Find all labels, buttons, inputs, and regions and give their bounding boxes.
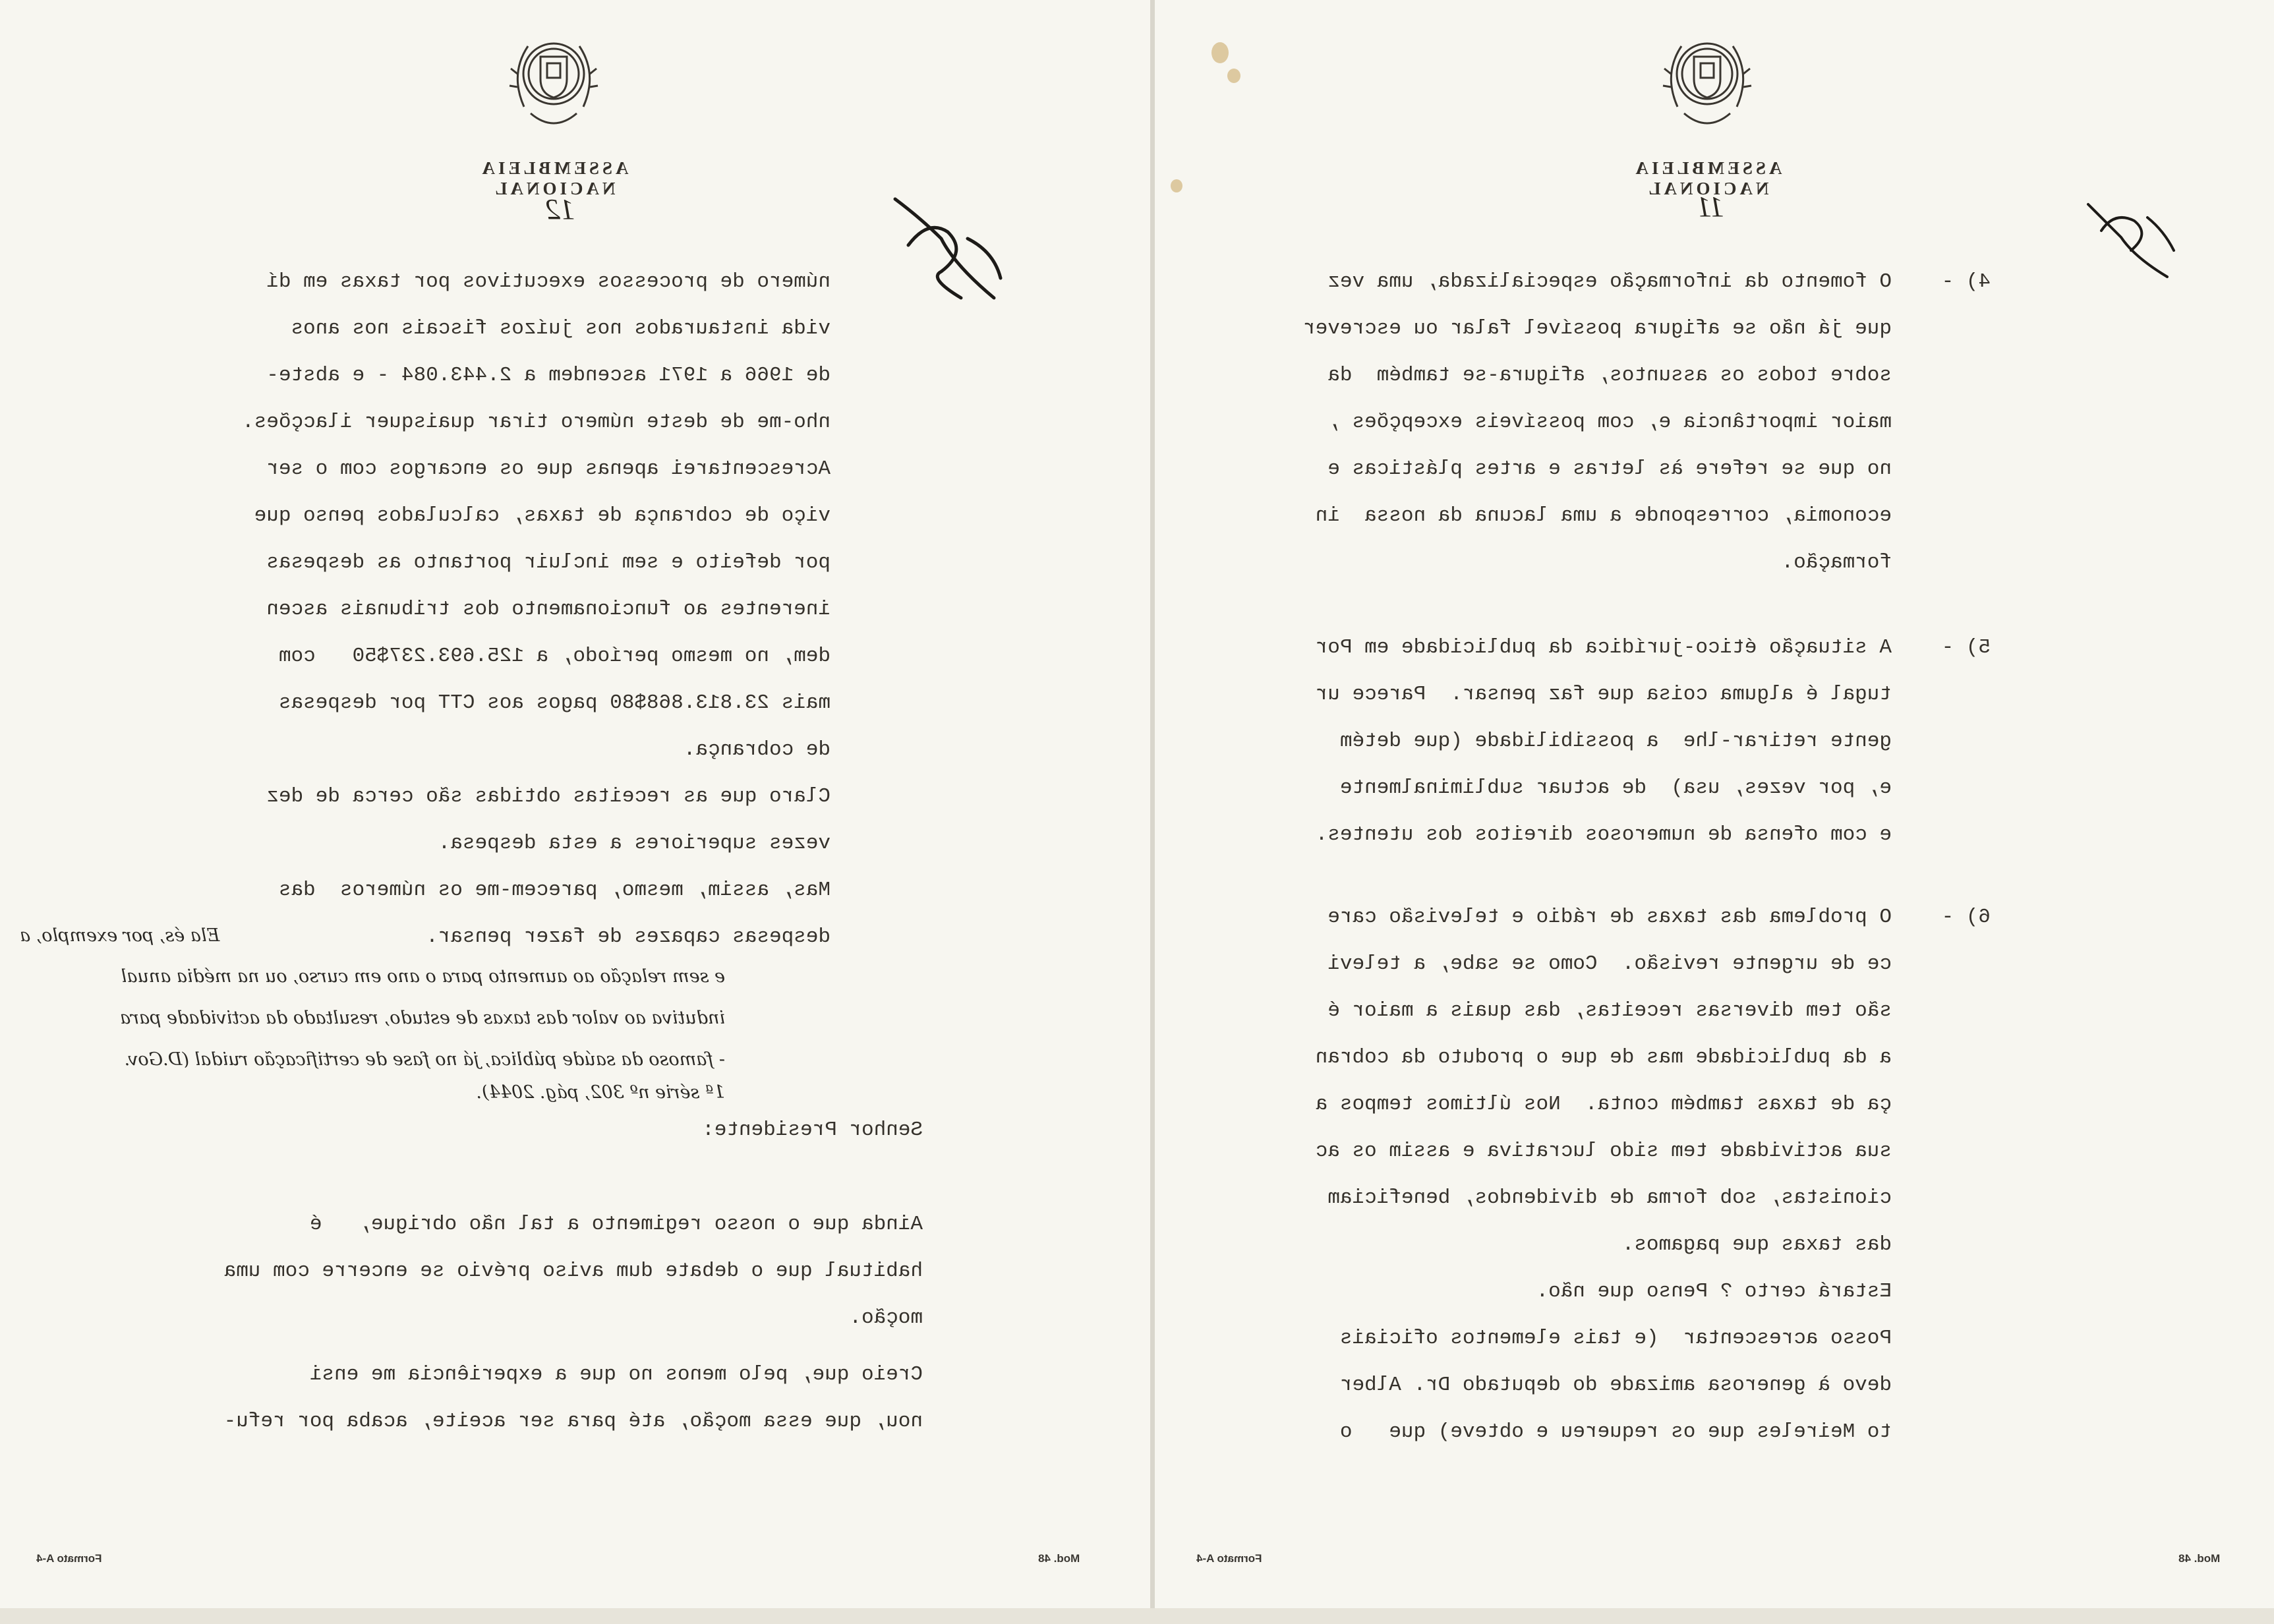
right-text-line: no que se refere às letras e artes plásticas e	[1327, 457, 1892, 480]
left-text-line: vida instaurados nos juízos fiscais nos anos	[291, 317, 831, 340]
list-marker: 4) -	[1941, 270, 1991, 293]
crest-icon	[1658, 34, 1757, 146]
page-number-left: 12	[546, 193, 575, 225]
footer-paper-format: Formato A-4	[1196, 1552, 1262, 1565]
footer-form-number: Mod. 48	[2178, 1552, 2221, 1565]
right-text-line: to Meireles que os requereu e obteve) que o	[1339, 1420, 1892, 1443]
left-text-line: Creio que, pelo menos no que a experiência me ensi	[309, 1363, 923, 1386]
right-text-line: e com ofensa de numerosos direitos dos utentes.	[1315, 823, 1892, 846]
right-text-line: ça de taxas também conta. Nos últimos tempos a	[1315, 1093, 1892, 1116]
left-text-line: de cobrança.	[683, 738, 831, 761]
crest-icon	[504, 34, 603, 146]
right-text-line: sua actividade tem sido lucrativa e assim os ac	[1315, 1140, 1892, 1163]
handwritten-note-line: 1ª série nº 302, pág. 2044).	[476, 1082, 725, 1103]
left-text-line: despesas capazes de fazer pensar.	[426, 925, 831, 948]
right-text-line: formação.	[1781, 551, 1892, 574]
left-text-line: moção.	[849, 1306, 923, 1329]
page-number-right: 11	[1697, 190, 1724, 223]
left-text-line: Senhor Presidente:	[702, 1118, 923, 1142]
footer-paper-format: Formato A-4	[36, 1552, 102, 1565]
handwritten-note-line: - famoso da saúde pública, já no fase de certificação ruidal (D.Gov.	[124, 1049, 725, 1070]
list-marker: 5) -	[1941, 636, 1991, 659]
right-text-line: O problema das taxas de rádio e televisão care	[1327, 906, 1892, 929]
left-text-line: número de processos executivos por taxas em dí	[266, 270, 831, 293]
right-text-line: das taxas que pagamos.	[1621, 1233, 1892, 1256]
handwritten-note-line: Ela és, por exemplo, a	[20, 925, 220, 946]
left-text-line: inerentes ao funcionamento dos tribunais ascen	[266, 598, 831, 621]
right-text-line: maior importância e, com possíveis excepções ,	[1327, 411, 1892, 434]
right-text-line: são tem diversas receitas, das quais a maior é	[1327, 999, 1892, 1022]
left-text-line: de 1966 a 1971 ascendem a 2.443.084 - e abste-	[266, 364, 831, 387]
page-fold	[1150, 0, 1155, 1624]
right-text-line: gente retirar-lhe a possibilidade (que detém	[1339, 730, 1892, 753]
handwritten-note-line: e sem relação ao aumento para o ano em curso, ou na média anual	[121, 966, 725, 987]
stain	[1171, 179, 1182, 192]
right-text-line: a da publicidade mas de que o produto da cobran	[1315, 1046, 1892, 1069]
list-marker: 6) -	[1941, 906, 1991, 929]
right-text-line: sobre todos os assuntos, afigura-se também da	[1327, 364, 1892, 387]
left-text-line: mais 23.813.868$80 pagos aos CTT por despesas	[278, 691, 831, 714]
left-text-line: habitual que o debate dum aviso prévio se encerre com uma	[223, 1260, 923, 1283]
left-text-line: nou, que essa moção, até para ser aceite, acaba por refu-	[223, 1410, 923, 1433]
left-text-line: dem, no mesmo período, a 125.693.237$50 com	[278, 645, 831, 668]
footer-form-number: Mod. 48	[1038, 1552, 1080, 1565]
signature-initials-icon	[869, 173, 1027, 334]
right-text-line: que já não se afigura possível falar ou escrever	[1303, 317, 1892, 340]
heading-left: ASSEMBLEIA NACIONAL	[479, 158, 629, 198]
left-text-line: Acrescentarei apenas que os encargos com o ser	[266, 457, 831, 480]
left-text-line: nho-me de deste número tirar quaisquer ilacções.	[242, 411, 831, 434]
right-text-line: tugal é alguma coisa que faz pensar. Parece ur	[1315, 683, 1892, 706]
right-text-line: Posso acrescentar (e tais elementos oficiais	[1339, 1327, 1892, 1350]
right-text-line: A situação ético-jurídica da publicidade em Por	[1315, 636, 1892, 659]
left-text-line: Ainda que o nosso regimento a tal não obrigue, é	[309, 1213, 923, 1236]
left-text-line: vezes superiores a esta despesa.	[438, 832, 831, 855]
right-text-line: e, por vezes, usa) de actuar subliminalmente	[1339, 776, 1892, 799]
stain	[1211, 42, 1229, 63]
handwritten-note-line: indutiva ao valor das taxas de estudo, resultado da actividade para	[120, 1008, 725, 1028]
right-text-line: ce de urgente revisão. Como se sabe, a televi	[1327, 952, 1892, 975]
stain	[1227, 69, 1240, 83]
heading-right: ASSEMBLEIA NACIONAL	[1632, 158, 1782, 198]
right-text-line: O fomento da informação especializada, uma vez	[1327, 270, 1892, 293]
scan-bottom-edge	[0, 1608, 2274, 1624]
signature-initials-icon	[2075, 178, 2187, 293]
right-text-line: Estará certo ? Penso que não.	[1536, 1280, 1892, 1303]
left-text-line: Claro que as receitas obtidas são cerca de dez	[266, 785, 831, 808]
left-text-line: Mas, assim, mesmo, parecem-me os números das	[278, 879, 831, 902]
right-text-line: cionistas, sob forma de dividendos, beneficiam	[1327, 1186, 1892, 1209]
left-text-line: viço de cobrança de taxas, calculados penso que	[254, 504, 831, 527]
right-text-line: devo à generosa amizade do deputado Dr. Alber	[1339, 1374, 1892, 1397]
right-text-line: economia, corresponde a uma lacuna da nossa in	[1315, 504, 1892, 527]
left-text-line: por defeito e sem incluir portanto as despesas	[266, 551, 831, 574]
